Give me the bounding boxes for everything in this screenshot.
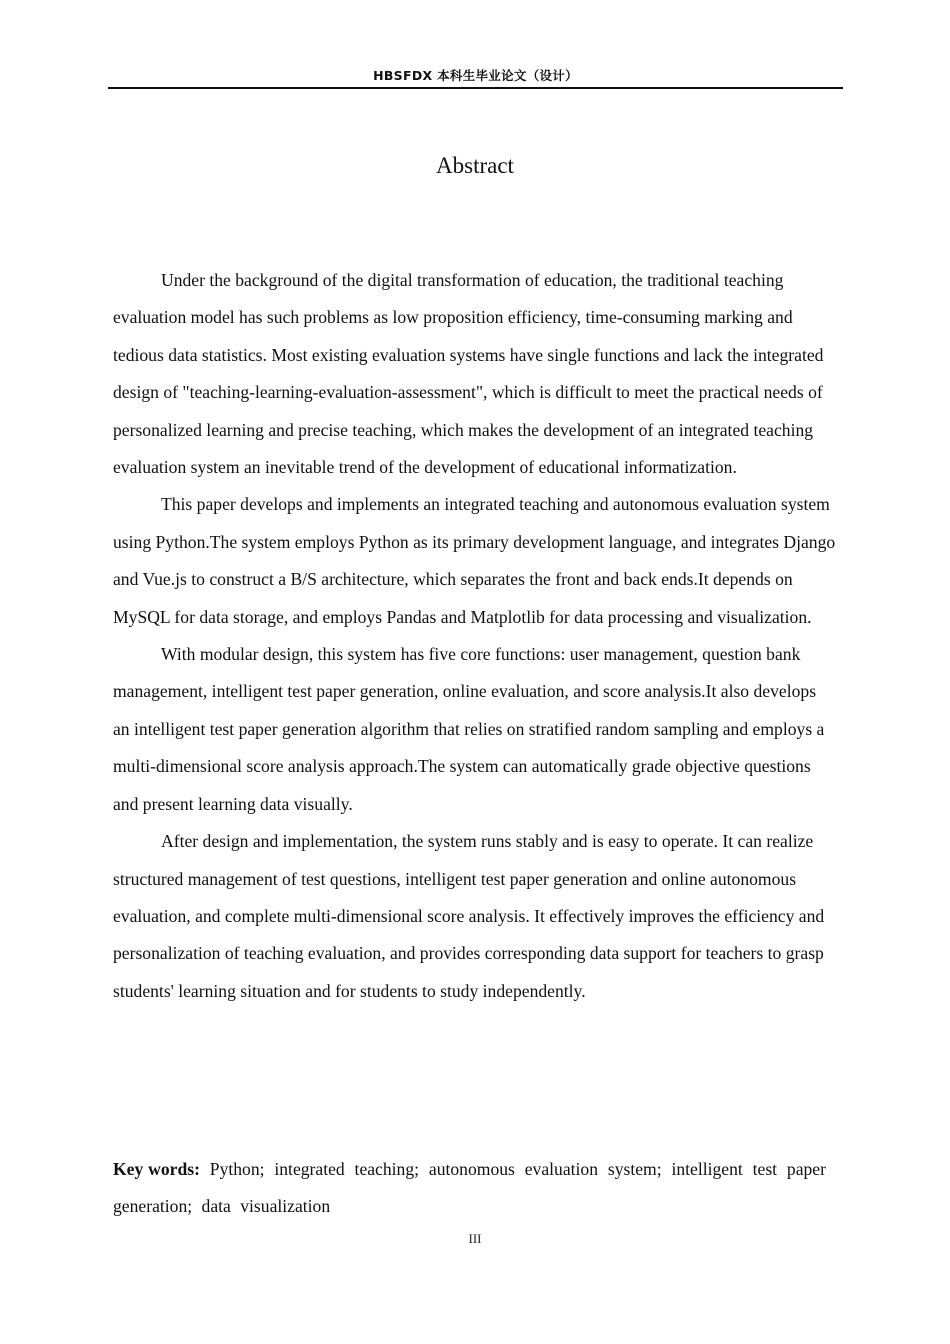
header-divider [108,87,843,89]
page-header: HBSFDX 本科生毕业论文（设计） [373,68,578,83]
abstract-title: Abstract [436,153,514,178]
page-number: III [468,1231,482,1246]
keywords [113,1151,826,1226]
abstract-body [113,262,837,1010]
abstract-paragraph-4: After design and implementation, the system runs stably and is easy to operate. It can realize structured management of test questions, intelligent test paper generation and online autonomous evaluation, and complete multi-dimensional score analysis. It effectively improves the efficiency and personalization of teaching evaluation, and provides corresponding data support for teachers to grasp students' learning situation and for students to study independently. [113,831,825,1001]
keywords-label: Key words: [113,1159,200,1179]
abstract-paragraph-3: With modular design, this system has five core functions: user management, question bank management, intelligent test paper generation, online evaluation, and score analysis.It also develops an intelligent test paper generation algorithm that relies on stratified random sampling and employs a multi-dimensional score analysis approach.The system can automatically grade objective questions and present learning data visually. [113,644,825,814]
keywords-text: Python; integrated teaching; autonomous evaluation system; intelligent test paper generation; data visualization [113,1159,826,1217]
abstract-paragraph-1: Under the background of the digital transformation of education, the traditional teaching evaluation model has such problems as low proposition efficiency, time-consuming marking and tedious data statistics. Most existing evaluation systems have single functions and lack the integrated design of "teaching-learning-evaluation-assessment", which is difficult to meet the practical needs of personalized learning and precise teaching, which makes the development of an integrated teaching evaluation system an inevitable trend of the development of educational informatization. [113,270,824,478]
abstract-paragraph-2: This paper develops and implements an integrated teaching and autonomous evaluation system using Python.The system employs Python as its primary development language, and integrates Django and Vue.js to construct a B/S architecture, which separates the front and back ends.It depends on MySQL for data storage, and employs Pandas and Matplotlib for data processing and visualization. [113,494,836,627]
